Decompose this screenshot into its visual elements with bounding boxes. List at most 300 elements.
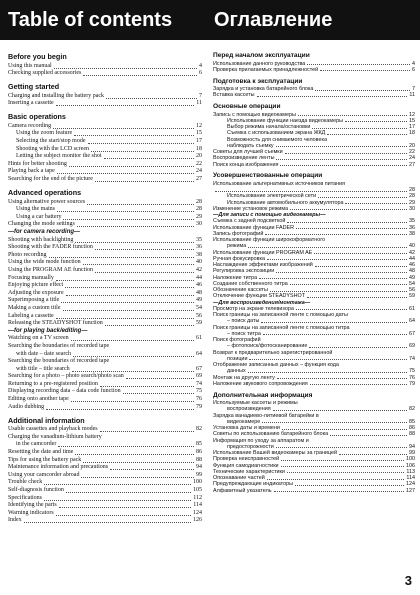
right-toc-section <box>213 103 415 168</box>
right-toc-section <box>213 172 415 387</box>
toc-entry-label: Focusing manually <box>8 274 54 281</box>
dot-leader <box>61 302 194 303</box>
toc-page-number: 46 <box>409 262 415 268</box>
toc-page-number: 7 <box>199 92 202 99</box>
toc-page-number: 74 <box>409 355 415 362</box>
toc-entry-label: Используемые кассеты и режимы <box>213 400 298 406</box>
toc-entry-label: Enjoying picture effect <box>8 282 64 289</box>
dot-leader <box>281 460 404 461</box>
toc-entry[interactable] <box>8 100 202 108</box>
dot-leader <box>339 454 407 455</box>
toc-entry[interactable] <box>8 502 202 510</box>
toc-page-number: 28 <box>409 187 415 193</box>
toc-page-number: 29 <box>196 213 202 220</box>
toc-entry[interactable] <box>8 199 202 207</box>
dot-leader <box>73 356 194 357</box>
toc-entry-label: Returning to a pre-registered position <box>8 380 98 387</box>
toc-page-number: 38 <box>409 230 415 237</box>
toc-entry-label: режима <box>227 243 247 250</box>
toc-entry[interactable] <box>8 176 202 184</box>
toc-page-number: 126 <box>193 517 202 524</box>
toc-page-number: 75 <box>196 388 202 395</box>
dot-leader <box>281 466 404 467</box>
toc-page-number: 79 <box>409 380 415 387</box>
toc-entry-label: Просмотр на экране телевизора <box>213 305 294 312</box>
dot-leader <box>53 128 194 129</box>
toc-page-number: 54 <box>409 280 415 287</box>
toc-entry-label: Using the PROGRAM AE function <box>8 266 94 273</box>
toc-entry-label: Displaying recording data – data code function <box>8 388 121 395</box>
toc-entry-label: Index <box>8 517 22 524</box>
dot-leader <box>24 522 191 523</box>
dot-leader <box>309 347 407 348</box>
dot-leader <box>88 143 195 144</box>
dot-leader <box>56 318 194 319</box>
toc-entry[interactable] <box>8 404 202 412</box>
toc-page-number: 113 <box>406 468 415 475</box>
toc-page-number: 28 <box>196 206 202 213</box>
dot-leader <box>75 242 194 243</box>
toc-entry-label: Charging and installing the battery pack <box>8 92 105 99</box>
toc-entry-label: Выбор режима начала/остановки <box>227 124 311 130</box>
toc-entry-label: Making a custom title <box>8 304 61 311</box>
toc-page-number: 56 <box>409 287 415 293</box>
dot-leader <box>296 228 407 229</box>
toc-page-number: 48 <box>196 289 202 296</box>
dot-leader <box>106 98 197 99</box>
toc-page-number: 40 <box>409 243 415 250</box>
dot-leader <box>81 477 194 478</box>
right-toc-section <box>213 78 415 99</box>
toc-entry[interactable] <box>8 267 202 275</box>
toc-entry-label: Зарядка и установка батарейного блока <box>213 86 314 92</box>
dot-leader <box>315 266 407 267</box>
dot-leader <box>290 284 407 285</box>
toc-page-number: 106 <box>406 462 415 469</box>
toc-entry-label: наблюдать съемку <box>227 142 274 149</box>
dot-leader <box>65 287 194 288</box>
toc-entry-label: видеокамере <box>227 418 261 425</box>
dot-leader <box>95 181 194 182</box>
page-title-english: Table of contents <box>8 9 173 31</box>
toc-page-number: 54 <box>196 304 202 311</box>
dot-leader <box>345 121 407 122</box>
dot-leader <box>56 515 191 516</box>
dot-leader <box>263 334 407 335</box>
toc-entry-label: Съемка с задней подсветкой <box>213 218 286 225</box>
toc-page-number: 42 <box>196 266 202 273</box>
toc-entry-label: Tips for using the battery pack <box>8 456 82 463</box>
toc-entry[interactable] <box>8 487 202 495</box>
toc-entry[interactable] <box>8 221 202 229</box>
toc-entry-label: with date – date search <box>16 350 71 357</box>
dot-leader <box>69 166 194 167</box>
toc-entry[interactable] <box>8 313 202 321</box>
toc-entry-label: Функция самодиагностики <box>213 462 279 469</box>
toc-page-number: 4 <box>412 60 415 67</box>
toc-entry-label: Зарядка ванадиево-литиевой батарейки в <box>213 412 319 419</box>
toc-page-number: 76 <box>409 374 415 381</box>
dot-leader <box>110 469 194 470</box>
section-title: Getting started <box>8 82 60 92</box>
toc-page-number: 94 <box>196 464 202 471</box>
toc-entry-label: Опознавание частей <box>213 475 265 481</box>
toc-subheading[interactable] <box>8 229 202 237</box>
dot-leader <box>261 322 407 323</box>
toc-entry[interactable] <box>8 130 202 138</box>
toc-entry[interactable] <box>8 153 202 161</box>
toc-entry[interactable] <box>8 290 202 298</box>
toc-entry-label: Советы по использованию батарейного блока <box>213 431 329 438</box>
toc-page-number: 124 <box>406 481 415 488</box>
toc-entry-label: Поиск границы на записанной ленте с помощью титра <box>213 324 350 331</box>
toc-entry-label: Hints for better shooting <box>8 160 67 167</box>
toc-entry[interactable] <box>8 161 202 169</box>
toc-entry[interactable] <box>8 206 202 214</box>
toc-entry-label: предосторожности <box>227 443 274 450</box>
toc-entry-label: Советы для лучшей съемки <box>213 149 283 155</box>
toc-page-number: 114 <box>193 502 202 509</box>
dot-leader <box>66 492 191 493</box>
dot-leader <box>77 226 194 227</box>
dot-leader <box>318 197 407 198</box>
toc-entry-label: Using your camcorder abroad <box>8 471 80 478</box>
toc-entry-label: Использование автомобильного аккумулятора <box>227 199 344 206</box>
toc-page-number: 85 <box>196 441 202 448</box>
english-toc-column <box>8 52 202 529</box>
dot-leader <box>44 484 191 485</box>
dot-leader <box>273 410 407 411</box>
toc-entry[interactable] <box>8 70 202 78</box>
dot-leader <box>91 151 194 152</box>
toc-entry-label: Searching for the end of the picture <box>8 176 93 183</box>
toc-entry-label: Отключение функции STEADYSHOT <box>213 293 305 300</box>
dot-leader <box>104 158 195 159</box>
toc-entry-label: Audio dubbing <box>8 403 45 410</box>
dot-leader <box>276 447 407 448</box>
toc-entry-label: Использование функции широкоформатного <box>213 237 326 243</box>
toc-page-number: 48 <box>409 268 415 275</box>
toc-page-number: 67 <box>196 365 202 372</box>
toc-entry-label: —for camera recording— <box>8 229 81 235</box>
dot-leader <box>95 249 194 250</box>
toc-entry-label: – поиск даты <box>227 318 260 325</box>
dot-leader <box>248 372 407 373</box>
toc-page-number: 114 <box>406 475 415 481</box>
toc-entry-label: Воспроизведение ленты <box>213 155 275 162</box>
dot-leader <box>307 297 407 298</box>
toc-page-number: 46 <box>196 282 202 289</box>
toc-entry[interactable] <box>213 92 415 98</box>
toc-entry-label: Ручная фокусировка <box>213 255 266 262</box>
toc-entry-label: Editing onto another tape <box>8 396 69 403</box>
dot-leader <box>277 378 407 379</box>
dot-leader <box>56 280 194 281</box>
toc-page-number: 15 <box>409 117 415 124</box>
toc-page-number: 35 <box>409 218 415 225</box>
toc-entry[interactable] <box>8 259 202 267</box>
toc-page-number: 69 <box>196 373 202 380</box>
dot-leader <box>123 393 194 394</box>
toc-entry-label: Shooting with the LCD screen <box>16 145 89 152</box>
toc-entry-label: Searching for a photo – photo search/photo scan <box>8 373 124 380</box>
dot-leader <box>46 409 194 410</box>
toc-entry-label: Использование альтернативных источников питания <box>213 180 346 187</box>
toc-page-number: 61 <box>409 305 415 312</box>
section-title: Подготовка к эксплуатации <box>213 77 303 85</box>
toc-entry-label: Проверка неисправностей <box>213 456 280 463</box>
dot-leader <box>57 173 194 174</box>
dot-leader <box>59 507 192 508</box>
toc-entry-label: Using the wide mode function <box>8 259 81 266</box>
dot-leader <box>276 159 407 160</box>
toc-page-number: 79 <box>196 403 202 410</box>
header-bar <box>0 0 420 40</box>
toc-page-number: 105 <box>193 487 202 493</box>
toc-entry[interactable] <box>8 168 202 176</box>
toc-page-number: 44 <box>196 274 202 281</box>
dot-leader <box>314 253 407 254</box>
dot-leader <box>320 70 410 71</box>
toc-entry-label: Releasing the STEADYSHOT function <box>8 320 103 327</box>
toc-entry-label: – фотопоиск/фотосканирование <box>227 343 308 350</box>
toc-entry-label: Использование функции наезда видеокамеры <box>227 117 343 124</box>
toc-page-number: 11 <box>409 92 415 99</box>
toc-entry-label: Warning indicators <box>8 509 54 516</box>
toc-entry-label: Вставка кассеты <box>213 92 255 99</box>
toc-page-number: 24 <box>196 168 202 175</box>
toc-entry-label: Searching the boundaries of recorded tape <box>8 358 110 365</box>
toc-entry[interactable] <box>8 343 202 351</box>
dot-leader <box>71 401 194 402</box>
toc-entry[interactable] <box>213 67 415 73</box>
toc-entry[interactable] <box>8 426 202 434</box>
toc-entry-label: Поиск фотографий <box>213 337 261 343</box>
right-toc-section <box>213 52 415 73</box>
toc-entry[interactable] <box>8 510 202 518</box>
dot-leader <box>74 135 194 136</box>
dot-leader <box>75 454 194 455</box>
toc-page-number: 6 <box>199 70 202 77</box>
toc-page-number: 94 <box>409 443 415 450</box>
toc-page-number: 42 <box>409 249 415 256</box>
toc-entry[interactable] <box>8 146 202 154</box>
toc-entry[interactable] <box>8 351 202 359</box>
toc-entry-label: Обозначение кассеты <box>213 287 268 293</box>
toc-entry[interactable] <box>8 434 202 442</box>
toc-entry[interactable] <box>8 358 202 366</box>
toc-entry-label: Using alternative power sources <box>8 198 86 205</box>
toc-entry[interactable] <box>8 396 202 404</box>
dot-leader <box>100 386 194 387</box>
dot-leader <box>44 500 191 501</box>
toc-entry[interactable] <box>213 162 415 168</box>
dot-leader <box>276 146 407 147</box>
dot-leader <box>345 203 407 204</box>
toc-page-number: 59 <box>409 293 415 300</box>
section-title: Additional information <box>8 415 85 425</box>
toc-entry-label: Camera recording <box>8 122 52 129</box>
left-toc-section <box>8 188 202 411</box>
toc-entry-label: with title – title search <box>16 365 70 372</box>
dot-leader <box>315 90 410 91</box>
toc-page-number: 18 <box>196 145 202 152</box>
toc-entry-label: Using a car battery <box>16 213 62 220</box>
toc-page-number: 17 <box>196 138 202 145</box>
toc-entry-label: Использование данного руководства <box>213 60 306 67</box>
dot-leader <box>296 309 407 310</box>
toc-page-number: 88 <box>196 456 202 463</box>
toc-entry-label: Watching on a TV screen <box>8 335 69 342</box>
toc-page-number: 56 <box>196 312 202 319</box>
toc-entry-label: Использование электрической сети <box>227 193 317 200</box>
toc-entry[interactable] <box>8 335 202 343</box>
toc-entry-label: Алфавитный указатель <box>213 487 272 494</box>
toc-page-number: 61 <box>196 335 202 342</box>
dot-leader <box>63 310 195 311</box>
toc-entry-label: Self-diagnosis function <box>8 487 64 493</box>
toc-entry-label: Charging the vanadium-lithium battery <box>8 433 102 440</box>
toc-entry-label: Using the mains <box>16 206 55 213</box>
toc-entry-label: Superimposing a title <box>8 297 60 304</box>
toc-page-number: 38 <box>196 251 202 258</box>
toc-page-number: 75 <box>409 368 415 375</box>
toc-entry[interactable] <box>8 388 202 396</box>
toc-entry-label: воспроизведения <box>227 406 271 413</box>
toc-page-number: 12 <box>196 122 202 129</box>
toc-entry-label: Selecting the start/stop mode <box>16 138 86 145</box>
dot-leader <box>83 462 194 463</box>
toc-entry-label: Использование функции PROGRAM AE <box>213 249 313 256</box>
toc-entry[interactable] <box>8 449 202 457</box>
section-title: Основные операции <box>213 103 281 110</box>
dot-leader <box>274 491 404 492</box>
dot-leader <box>265 234 407 235</box>
toc-entry-label: Maintenance information and precautions <box>8 464 109 471</box>
toc-entry-label: Возврат к предварительно зарегистрированной <box>213 349 333 356</box>
section-title: Дополнительная информация <box>213 391 313 399</box>
toc-subheading[interactable] <box>8 328 202 336</box>
toc-entry-label: Запись фотографий <box>213 230 264 237</box>
toc-entry[interactable] <box>8 373 202 381</box>
dot-leader <box>262 422 407 423</box>
toc-page-number: 22 <box>196 160 202 167</box>
toc-entry-label: Возможность для снимаемого человека <box>227 136 327 143</box>
dot-leader <box>312 128 407 129</box>
toc-entry-label: —for playing back/editing— <box>8 327 88 334</box>
toc-entry-label: Resetting the date and time <box>8 449 74 456</box>
toc-page-number: 49 <box>409 274 415 281</box>
toc-entry[interactable] <box>8 282 202 290</box>
toc-page-number: 6 <box>412 66 415 73</box>
toc-page-number: 69 <box>409 343 415 350</box>
toc-page-number: 36 <box>409 224 415 231</box>
toc-page-number: 76 <box>196 396 202 403</box>
toc-entry[interactable] <box>8 320 202 328</box>
toc-page-number: 7 <box>412 86 415 92</box>
toc-entry-label: Letting the subject monitor the shot <box>16 153 102 160</box>
toc-page-number: 86 <box>196 449 202 456</box>
section-title: Before you begin <box>8 52 67 61</box>
toc-entry-label: Identifying the parts <box>8 502 57 509</box>
left-toc-section <box>8 82 202 108</box>
toc-entry[interactable] <box>8 464 202 472</box>
toc-page-number: 85 <box>409 418 415 425</box>
dot-leader <box>259 278 407 279</box>
toc-page-number: 27 <box>196 176 202 183</box>
section-title: Перед началом эксплуатации <box>213 52 310 59</box>
toc-page-number: 82 <box>196 426 202 433</box>
dot-leader <box>285 153 407 154</box>
toc-page-number: 49 <box>196 297 202 304</box>
toc-entry[interactable] <box>8 479 202 487</box>
toc-entry-label: данных <box>227 368 246 375</box>
toc-page-number: 44 <box>409 255 415 262</box>
toc-entry[interactable] <box>8 517 202 525</box>
dot-leader <box>58 446 194 447</box>
toc-entry[interactable] <box>8 305 202 313</box>
toc-entry-label: Использование функции FADER <box>213 224 295 231</box>
toc-page-number: 30 <box>409 205 415 212</box>
dot-leader <box>87 204 194 205</box>
toc-entry[interactable] <box>8 214 202 222</box>
dot-leader <box>126 378 194 379</box>
dot-leader <box>267 259 407 260</box>
toc-page-number: 30 <box>196 221 202 228</box>
toc-entry-label: Shooting with the FADER function <box>8 244 93 251</box>
toc-entry-label: Создание собственного титра <box>213 280 288 287</box>
toc-entry-label: Запись с помощью видеокамеры <box>213 111 296 118</box>
toc-entry[interactable] <box>213 381 415 387</box>
dot-leader <box>307 64 410 65</box>
toc-entry[interactable] <box>8 472 202 480</box>
toc-page-number: 64 <box>409 318 415 325</box>
toc-entry-label: позиции <box>227 355 248 362</box>
toc-page-number: 20 <box>196 153 202 160</box>
toc-page-number: 124 <box>193 509 202 516</box>
toc-entry-label: Inserting a cassette <box>8 100 54 107</box>
dot-leader <box>287 472 404 473</box>
dot-leader <box>287 222 407 223</box>
toc-page-number: 35 <box>196 236 202 243</box>
toc-entry[interactable] <box>213 488 415 494</box>
dot-leader <box>57 211 194 212</box>
toc-entry-label: Shooting with backlighting <box>8 236 74 243</box>
dot-leader <box>66 295 194 296</box>
toc-page-number: 15 <box>196 130 202 137</box>
toc-page-number: 11 <box>196 100 202 107</box>
toc-page-number: 127 <box>406 487 415 494</box>
toc-page-number: 112 <box>193 494 202 501</box>
toc-entry-label: Changing the mode settings <box>8 221 75 228</box>
toc-entry[interactable] <box>8 297 202 305</box>
toc-entry[interactable] <box>8 138 202 146</box>
toc-entry[interactable] <box>8 93 202 101</box>
toc-page-number: 20 <box>409 142 415 149</box>
toc-entry-label: Монтаж на другую ленту <box>213 374 275 381</box>
toc-page-number: 29 <box>409 199 415 206</box>
toc-page-number: 74 <box>196 380 202 387</box>
toc-page-number: 27 <box>409 161 415 168</box>
section-title: Basic operations <box>8 112 66 122</box>
toc-entry-label: —Для воспроизведения/монтажа— <box>213 299 311 306</box>
toc-entry[interactable] <box>8 63 202 71</box>
dot-leader <box>310 384 407 385</box>
dot-leader <box>249 359 407 360</box>
toc-entry[interactable] <box>8 244 202 252</box>
toc-entry-label: Использование Вашей видеокамеры за границей <box>213 450 337 456</box>
toc-entry[interactable] <box>8 441 202 449</box>
